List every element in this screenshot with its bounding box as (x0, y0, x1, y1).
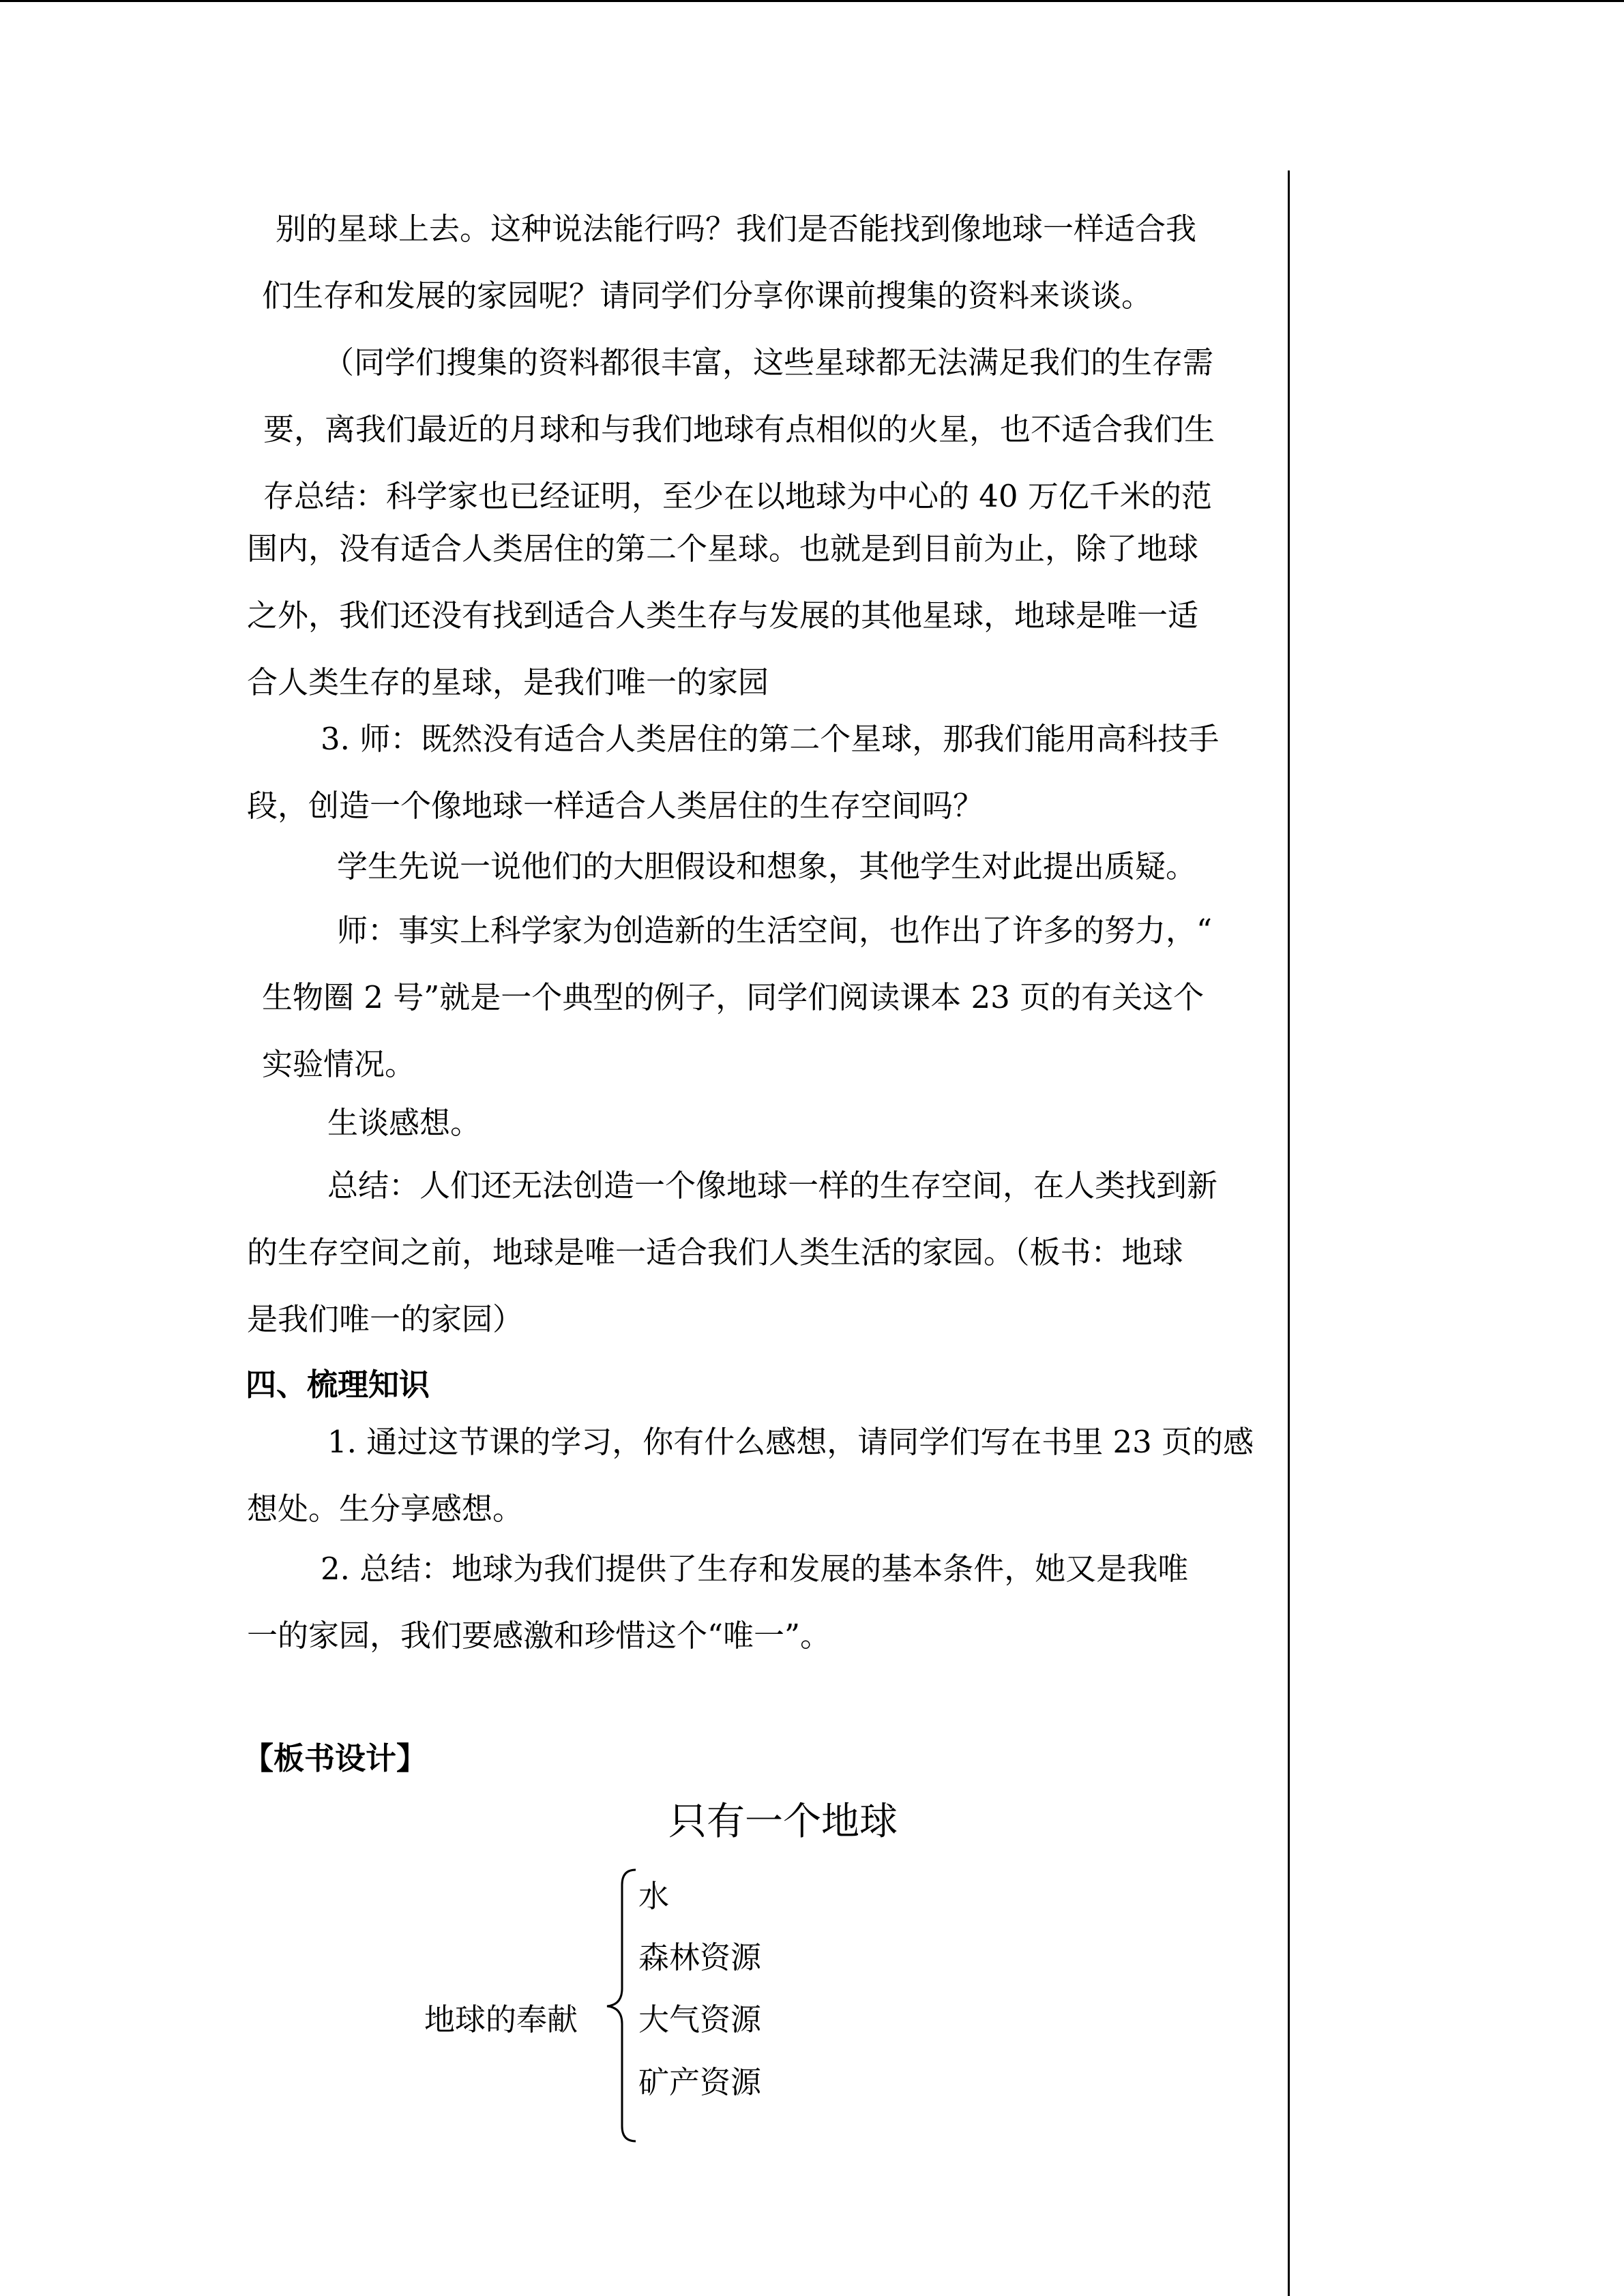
paragraph-10 (247, 1536, 1189, 1669)
text-line: （同学们搜集的资料都很丰富，这些星球都无法满足我们的生存需 (323, 344, 1214, 381)
top-border-line (0, 0, 1624, 2)
board-title: 只有一个地球 (668, 1800, 898, 1844)
text-line: 师：事实上科学家为创造新的生活空间，也作出了许多的努力，“ (337, 912, 1213, 949)
text-line: 一的家园，我们要感激和珍惜这个“唯一”。 (247, 1617, 831, 1654)
table-right-border (1288, 170, 1290, 2296)
text-line: 合人类生存的星球，是我们唯一的家园 (247, 664, 769, 700)
paragraph-8 (247, 1152, 1218, 1353)
text-line: 想处。生分享感想。 (247, 1491, 524, 1527)
paragraph-7 (327, 1090, 481, 1157)
paragraph-5 (337, 833, 1196, 900)
board-design-heading: 【板书设计】 (243, 1740, 428, 1776)
board-group-label: 地球的奉献 (424, 2001, 578, 2038)
paragraph-3 (247, 516, 1198, 716)
board-item-water: 水 (638, 1878, 670, 1914)
text-line: 之外，我们还没有找到适合人类生存与发展的其他星球，地球是唯一适 (247, 597, 1199, 633)
paragraph-2 (263, 329, 1215, 530)
text-line: 总结：人们还无法创造一个像地球一样的生存空间，在人类找到新 (327, 1167, 1218, 1204)
board-item-forest: 森林资源 (638, 1939, 762, 1976)
text-line: 们生存和发展的家园呢？请同学们分享你课前搜集的资料来谈谈。 (262, 278, 1153, 314)
text-line: 2. 总结：地球为我们提供了生存和发展的基本条件，她又是我唯 (321, 1551, 1189, 1587)
section-heading: 四、梳理知识 (246, 1367, 430, 1403)
text-line: 的生存空间之前，地球是唯一适合我们人类生活的家园。（板书：地球 (247, 1234, 1183, 1270)
text-line: 学生先说一说他们的大胆假设和想象，其他学生对此提出质疑。 (337, 848, 1197, 884)
paragraph-1 (262, 196, 1197, 329)
board-item-minerals: 矿产资源 (638, 2064, 762, 2100)
board-item-atmosphere: 大气资源 (638, 2001, 762, 2038)
text-line: 要，离我们最近的月球和与我们地球有点相似的火星，也不适合我们生 (263, 411, 1215, 447)
text-line: 生谈感想。 (327, 1105, 482, 1141)
text-line: 段，创造一个像地球一样适合人类居住的生存空间吗？ (247, 788, 984, 824)
text-line: 实验情况。 (262, 1046, 416, 1082)
text-line: 别的星球上去。这种说法能行吗？我们是否能找到像地球一样适合我 (276, 211, 1197, 247)
text-line: 生物圈 2 号”就是一个典型的例子，同学们阅读课本 23 页的有关这个 (262, 979, 1205, 1015)
paragraph-6 (262, 897, 1213, 1098)
text-line: 存总结：科学家也已经证明，至少在以地球为中心的 40 万亿千米的范 (263, 478, 1212, 514)
text-line: 围内，没有适合人类居住的第二个星球。也就是到目前为止，除了地球 (247, 531, 1199, 567)
paragraph-4 (247, 706, 1220, 839)
text-line: 3. 师：既然没有适合人类居住的第二个星球，那我们能用高科技手 (321, 721, 1220, 757)
paragraph-9 (247, 1409, 1254, 1542)
text-line: 是我们唯一的家园） (247, 1301, 524, 1337)
curly-brace-icon (600, 1867, 641, 2145)
text-line: 1. 通过这节课的学习，你有什么感想，请同学们写在书里 23 页的感 (327, 1424, 1254, 1460)
